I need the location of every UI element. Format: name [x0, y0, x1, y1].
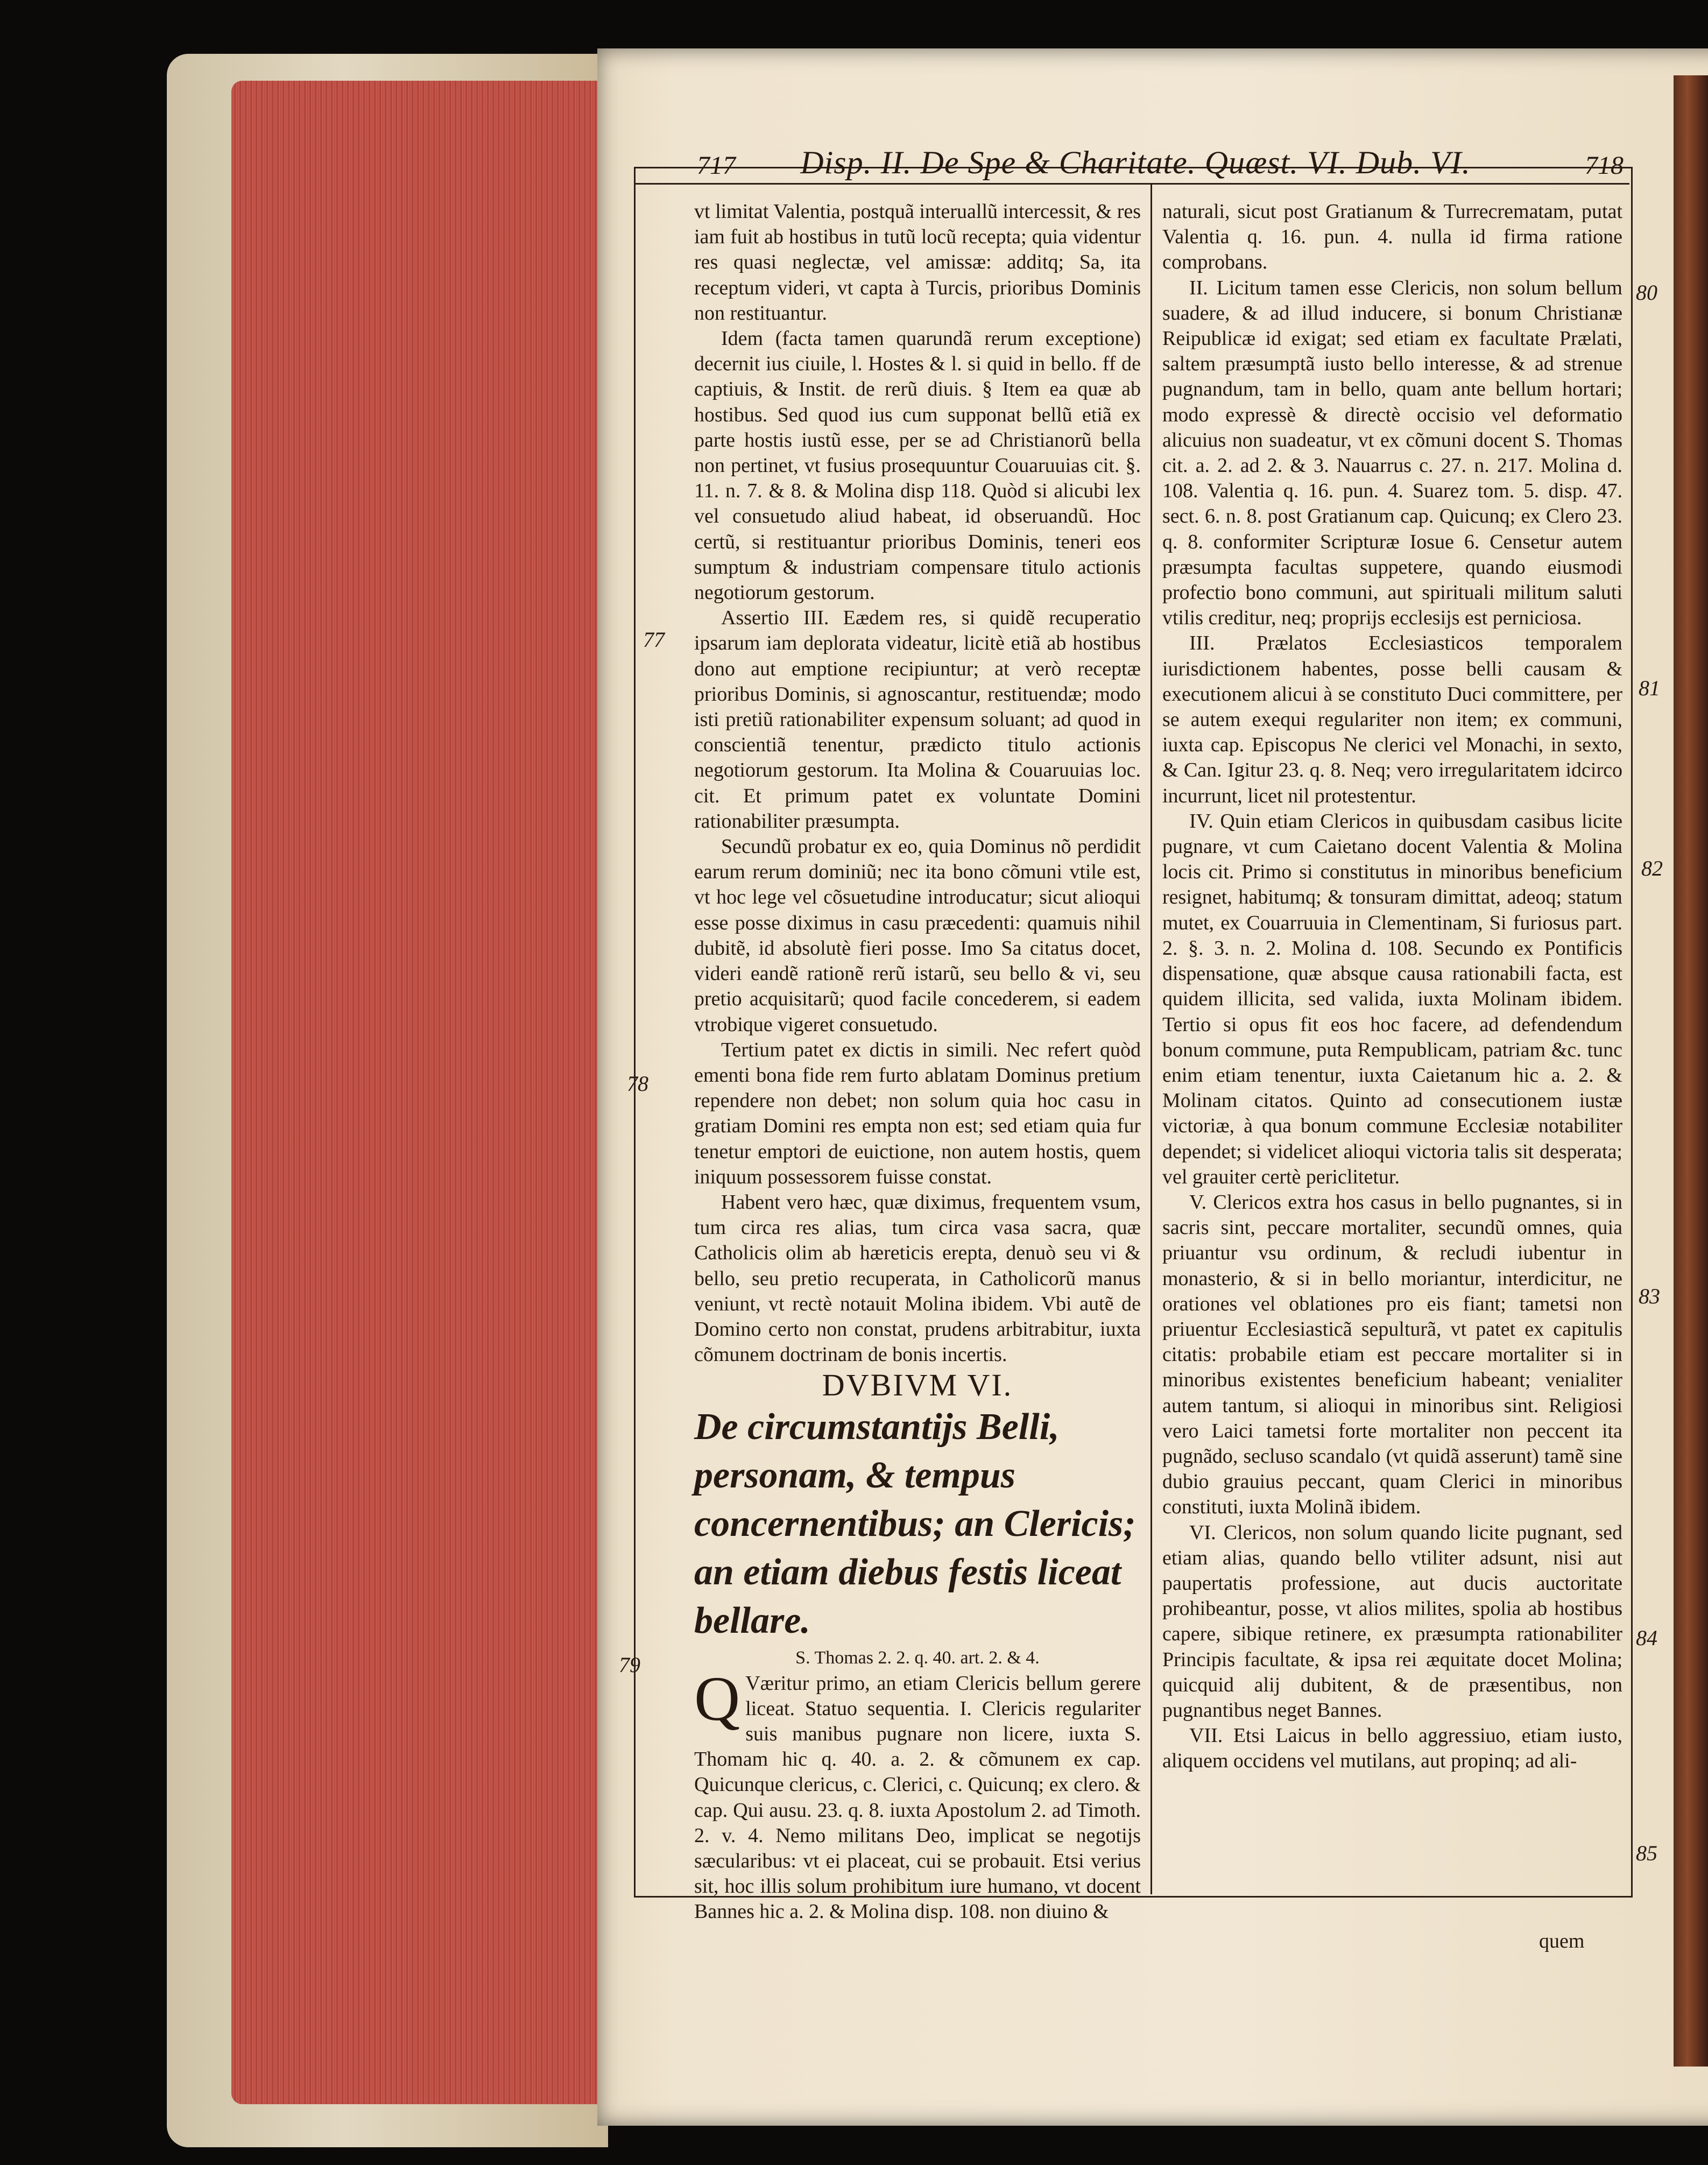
red-page-edges	[231, 81, 603, 2104]
catchword: quem	[1539, 1930, 1585, 1952]
margin-number: 79	[619, 1653, 640, 1677]
margin-number: 85	[1636, 1841, 1657, 1865]
facing-page-edge	[1674, 75, 1708, 2067]
header-rule	[634, 183, 1629, 185]
margin-number: 83	[1639, 1284, 1660, 1308]
paragraph: II. Licitum tamen esse Clericis, non solum bellum suadere, & ad illud inducere, si bonum Christianæ Reipublicæ id exigat; sed etiam ex facultate Prælati, saltem præsumptã iusto bello interesse, & ad strenue pugnandum, tam in bello, quam ante bellum hortari; modo expressè & directè occisio vel deformatio alicuius non suadeatur, vt ex cõmuni docent S. Thomas cit. a. 2. ad 2. & 3. Nauarrus c. 27. n. 217. Molina d. 108. Valentia q. 16. pun. 4. Suarez tom. 5. disp. 47. sect. 6. n. 8. post Gratianum cap. Quicunq; ex Clero 23. q. 8. conformiter Scripturæ Iosue 6. Censetur autem præsumpta facultas suppetere, quando eiusmodi profectio bono communi, aut spirituali militum saluti vtilis creditur, neq; proprijs ecclesijs est perniciosa.	[1162, 276, 1622, 630]
citation: S. Thomas 2. 2. q. 40. art. 2. & 4.	[795, 1648, 1040, 1668]
left-page-number: 717	[697, 151, 736, 180]
margin-number: 84	[1636, 1626, 1657, 1650]
column-rule	[1151, 185, 1152, 1894]
paragraph: Tertium patet ex dictis in simili. Nec refert quòd ementi bona fide rem furto ablatam Dominus pretium rependere non debet; non solum quia hoc casu in gratiam Domini res empta non est; sed etiam quia fur tenetur emptori de euictione, non autem hostis, quem iniquum possessorem fuisse constat.	[694, 1038, 1141, 1188]
margin-number: 81	[1639, 676, 1660, 700]
margin-number: 82	[1641, 856, 1663, 880]
paragraph: Assertio III. Eædem res, si quidẽ recuperatio ipsarum iam deplorata videatur, licitè etiã ab hostibus dono aut emptione recipiuntur; at verò receptæ prioribus Dominis, si agnoscantur, restituendæ; modo isti pretiũ rationabiliter expensum soluant; ad quod in conscientiã tenentur, prædicto titulo actionis negotiorum gestorum. Ita Molina & Couaruuias loc. cit. Et primum patet ex voluntate Domini rationabiliter præsumpta.	[694, 607, 1141, 833]
dubium-heading: DVBIVM VI.	[822, 1367, 1013, 1403]
paragraph: vt limitat Valentia, postquã interuallũ intercessit, & res iam fuit ab hostibus in tutũ locũ recepta; quia videntur res quasi neglectæ, vel amissæ: additq; Sa, ita receptum videri, vt capta à Turcis, prioribus Dominis non restituantur.	[694, 200, 1141, 325]
running-title: Disp. II. De Spe & Charitate. Quæst. VI. Dub. VI.	[800, 145, 1471, 180]
drop-cap: Q	[694, 1663, 740, 1734]
paragraph: Secundũ probatur ex eo, quia Dominus nõ perdidit earum rerum dominiũ; nec ita bono cõmuni vtile est, vt hoc lege vel cõsuetudine introducatur; sicut alioqui esse posse diximus in casu præcedenti: quamuis nihil dubitẽ, id absolutè fieri posse. Imo Sa citatus docet, videri eandẽ rationẽ rerũ istarũ, seu bello & vi, seu pretio acquisitarũ; quod facile concederem, si eadem vtrobique vigeret consuetudo.	[694, 835, 1141, 1036]
right-column	[1162, 199, 1622, 1774]
left-column	[694, 199, 1141, 1925]
paragraph: Habent vero hæc, quæ diximus, frequentem vsum, tum circa res alias, tum circa vasa sacra, quæ Catholicis olim ab hæreticis erepta, denuò seu vi & bello, seu pretio recuperata, in Catholicorũ manus veniunt, vt rectè notauit Molina ibidem. Vbi autẽ de Domino certo non constat, prudens arbitrabitur, iuxta cõmunem doctrinam de bonis incertis.	[694, 1190, 1141, 1366]
dubium-title: De circumstantijs Belli, personam, & tempus concernentibus; an Clericis; an etiam diebus festis liceat bellare.	[694, 1406, 1136, 1642]
paragraph: III. Prælatos Ecclesiasticos temporalem iurisdictionem habentes, posse belli causam & executionem alicui à se constituto Duci committere, per se autem exequi regulariter non item; ex communi, iuxta cap. Episcopus Ne clerici vel Monachi, in sexto, & Can. Igitur 23. q. 8. Neq; vero irregularitatem idcirco incurrunt, licet nil protestentur.	[1162, 632, 1622, 807]
margin-number: 78	[627, 1071, 648, 1096]
paragraph: Idem (facta tamen quarundã rerum exceptione) decernit ius ciuile, l. Hostes & l. si quid in bello. ff de captiuis, & Instit. de rerũ diuis. § Item ea quæ ab hostibus. Sed quod ius cum supponat bellũ etiã ex parte hostis iustũ esse, per se ad Christianorũ bella non pertinet, vt fusius prosequuntur Couaruuias cit. §. 11. n. 7. & 8. & Molina disp 118. Quòd si alicubi lex vel consuetudo aliud habeat, id obseruandũ. Hoc certũ, si restituantur prioribus Dominis, teneri eos sumptum & industriam compensare titulo actionis negotiorum gestorum.	[694, 327, 1141, 604]
paragraph: VI. Clericos, non solum quando licite pugnant, sed etiam alias, quando bello vtiliter adsunt, nisi aut paupertatis professione, aut ducis auctoritate prohibeantur, posse, vt alios milites, spolia ab hostibus capere, sibique retinere, ex præsumpta rationabiliter Principis facultate, & ipsa rei æquitate docet Molina; quicquid alij dubitent, & de præsentibus, non pugnantibus neget Bannes.	[1162, 1521, 1622, 1722]
paragraph: VII. Etsi Laicus in bello aggressiuo, etiam iusto, aliquem occidens vel mutilans, aut propinq; ad ali-	[1162, 1724, 1622, 1773]
right-page-number: 718	[1585, 151, 1624, 180]
margin-number: 80	[1636, 280, 1657, 305]
paragraph: naturali, sicut post Gratianum & Turrecrematam, putat Valentia q. 16. pun. 4. nulla id firma ratione comprobans.	[1162, 200, 1622, 274]
final-paragraph-text: Væritur primo, an etiam Clericis bellum gerere liceat. Statuo sequentia. I. Clericis regulariter suis manibus pugnare non licere, iuxta S. Thomam hic q. 40. a. 2. & cõmunem ex cap. Quicunque clericus, c. Clerici, c. Quicunq; ex clero. & cap. Qui ausu. 23. q. 8. iuxta Apostolum 2. ad Timoth. 2. v. 4. Nemo militans Deo, implicat se negotijs sæcularibus: vt ei placeat, cui se probauit. Etsi verius sit, hoc illis solum prohibitum iure humano, vt docent Bannes hic a. 2. & Molina disp. 108. non diuino &	[694, 1672, 1141, 1923]
final-paragraph	[694, 1663, 1141, 1925]
paragraph: IV. Quin etiam Clericos in quibusdam casibus licite pugnare, vt cum Caietano docent Valentia & Molina locis cit. Primo si constitutus in minoribus beneficium resignet, habitumq; & tonsuram dimittat, adeoq; statum mutet, ex Couarruuia in Clementinam, Si furiosus part. 2. §. 3. n. 2. Molina d. 108. Secundo ex Pontificis dispensatione, quæ absque causa rationabili facta, est quidem illicita, sed valida, iuxta Molinam ibidem. Tertio si opus fit eos hoc facere, ad defendendum bonum commune, puta Rempublicam, patriam &c. tunc enim etiam tenentur, iuxta Caietanum hic a. 2. & Molinam citatos. Quinto ad consecutionem iustæ victoriæ, à qua bonum commune Ecclesiæ notabiliter dependet; si videlicet alioqui victoria talis sit desperata; vel grauiter certè periclitetur.	[1162, 809, 1622, 1188]
paragraph: V. Clericos extra hos casus in bello pugnantes, si in sacris sint, peccare mortaliter, secundũ omnes, quia priuantur vsu ordinum, & recludi iubentur in monasterio, & si in bello moriantur, interdicitur, ne orationes vel oblationes pro eis fiant; tametsi non priuentur Ecclesiasticã sepulturã, vt patet ex capitulis citatis: probabile etiam est peccare mortaliter si in minoribus existentes beneficium habeant; venialiter autem tantum, si alioqui in minoribus sint. Religiosi vero Laici tametsi forte mortaliter non peccent ita pugnãdo, secluso scandalo (vt quidã asserunt) tamẽ sine dubio grauius peccant, quam Clerici in minoribus constituti, iuxta Molinã ibidem.	[1162, 1190, 1622, 1519]
margin-number: 77	[643, 627, 665, 652]
